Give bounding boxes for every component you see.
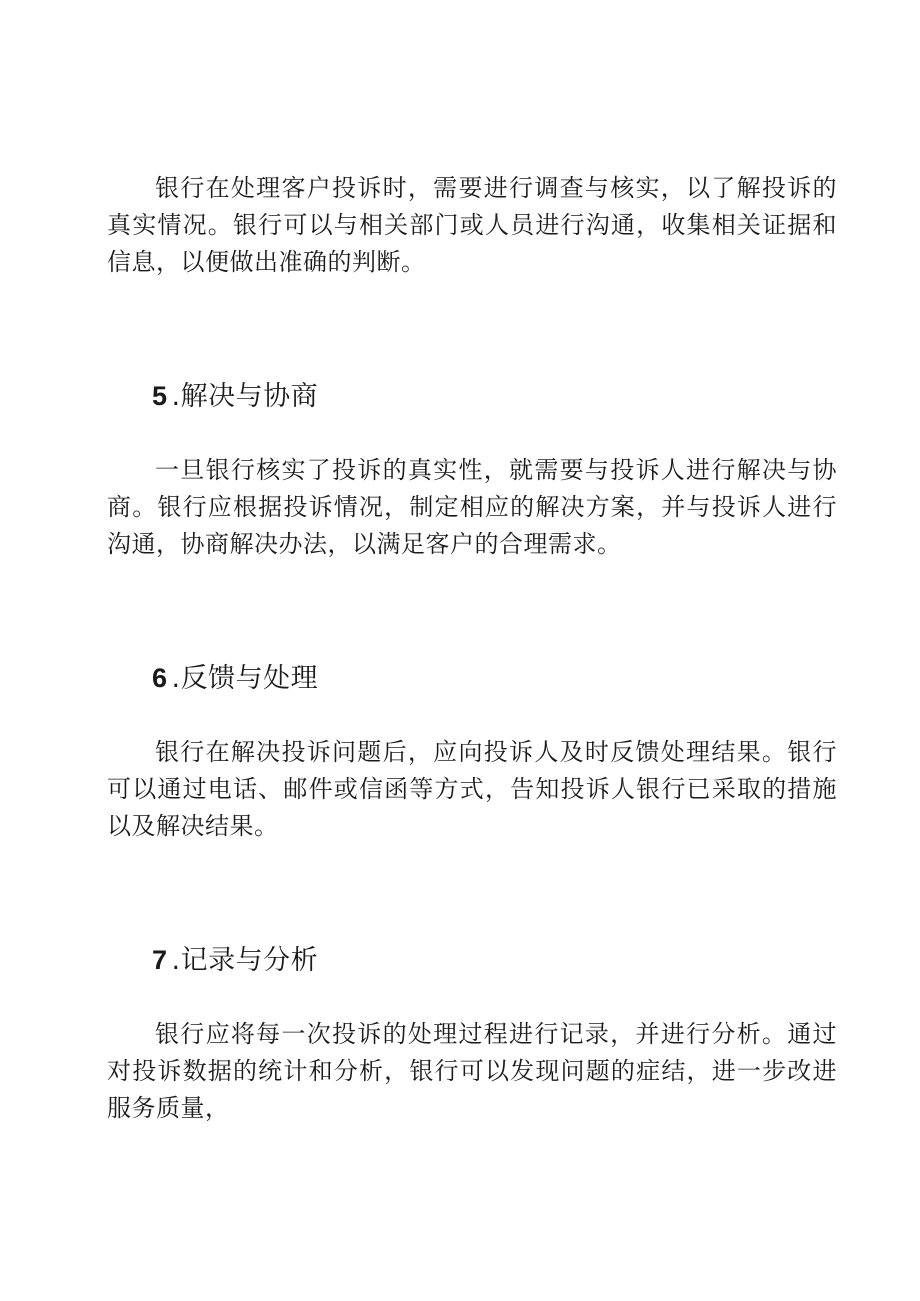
section-title: .记录与分析 (171, 945, 319, 976)
paragraph-text: 银行应将每一次投诉的处理过程进行记录，并进行分析。通过对投诉数据的统计和分析，银行可以发现问题的症结，进一步改进服务质量， (107, 1020, 837, 1122)
paragraph-feedback (107, 734, 837, 845)
paragraph-text: 银行在处理客户投诉时，需要进行调查与核实，以了解投诉的真实情况。银行可以与相关部门或人员进行沟通，收集相关证据和信息，以便做出准确的判断。 (107, 174, 837, 276)
section-number: 5 (152, 381, 168, 411)
section-title: .反馈与处理 (171, 663, 319, 694)
paragraph-text: 银行在解决投诉问题后，应向投诉人及时反馈处理结果。银行可以通过电话、邮件或信函等方式，告知投诉人银行已采取的措施以及解决结果。 (107, 738, 837, 840)
section-heading-5 (152, 374, 318, 413)
section-heading-7 (152, 938, 318, 977)
paragraph-analysis (107, 1016, 837, 1127)
paragraph-investigation (107, 170, 837, 281)
section-heading-6 (152, 656, 318, 695)
section-number: 7 (152, 945, 168, 975)
paragraph-text: 一旦银行核实了投诉的真实性，就需要与投诉人进行解决与协商。银行应根据投诉情况，制定相应的解决方案，并与投诉人进行沟通，协商解决办法，以满足客户的合理需求。 (107, 456, 837, 558)
paragraph-resolution (107, 452, 837, 563)
section-title: .解决与协商 (171, 381, 319, 412)
section-number: 6 (152, 663, 168, 693)
